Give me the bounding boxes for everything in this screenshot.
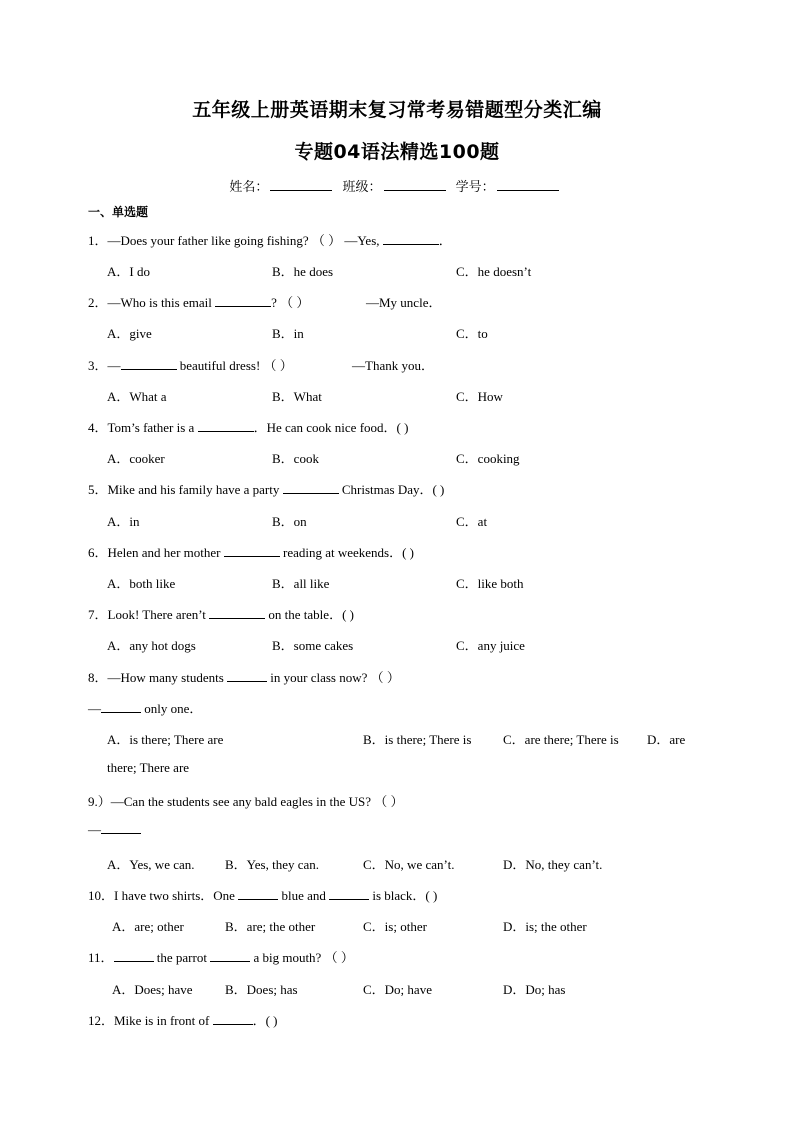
question-text: blue and — [278, 888, 330, 903]
question-text: Christmas Day．( ) — [338, 482, 445, 497]
answer-blank — [209, 607, 265, 619]
option-c[interactable]: C．he doesn’t — [456, 264, 532, 279]
question-text: only one． — [141, 701, 203, 716]
question-1 — [88, 230, 452, 249]
answer-blank — [101, 822, 141, 834]
question-4 — [88, 417, 408, 436]
question-3 — [88, 355, 293, 374]
option-c[interactable]: C．How — [456, 389, 503, 404]
question-11 — [88, 947, 354, 966]
question-text: ． — [438, 233, 452, 248]
option-b[interactable]: B．Does; has — [225, 982, 298, 997]
question-text: — — [88, 701, 101, 716]
answer-blank — [329, 888, 369, 900]
question-text: 10．I have two shirts．One — [88, 888, 239, 903]
option-a[interactable]: A．any hot dogs — [107, 638, 196, 653]
answer-blank — [215, 295, 271, 307]
class-label: 班级： — [342, 180, 382, 195]
option-a[interactable]: A．both like — [107, 576, 176, 591]
option-a[interactable]: A．Does; have — [112, 982, 193, 997]
option-d-continued[interactable]: there; There are — [107, 760, 190, 775]
answer-blank — [227, 670, 267, 682]
question-text: 5．Mike and his family have a party — [88, 482, 283, 497]
class-blank[interactable] — [384, 178, 446, 191]
name-label: 姓名： — [229, 180, 269, 195]
question-text: ．He can cook nice food．( ) — [253, 420, 409, 435]
question-text: 8．—How many students — [88, 670, 228, 685]
option-b[interactable]: B．What — [272, 389, 322, 404]
answer-blank — [224, 545, 280, 557]
id-label: 学号： — [455, 180, 495, 195]
option-a[interactable]: A．Yes, we can. — [107, 857, 195, 872]
document-title: 五年级上册英语期末复习常考易错题型分类汇编 — [192, 99, 602, 121]
question-text: 3．— — [88, 358, 121, 373]
option-c[interactable]: C．is; other — [363, 919, 427, 934]
question-text: reading at weekends．( ) — [279, 545, 415, 560]
question-text: ? （ ） — [271, 295, 310, 310]
question-12 — [88, 1010, 278, 1029]
document-subtitle: 专题04语法精选100题 — [294, 141, 500, 163]
option-b[interactable]: B．Yes, they can. — [225, 857, 320, 872]
student-info-line — [0, 176, 794, 195]
answer-blank — [213, 1013, 253, 1025]
answer-blank — [238, 888, 278, 900]
option-a[interactable]: A．in — [107, 514, 140, 529]
answer-blank — [121, 358, 177, 370]
option-c[interactable]: C．cooking — [456, 451, 520, 466]
option-a[interactable]: A．cooker — [107, 451, 165, 466]
answer-blank — [198, 420, 254, 432]
question-8 — [88, 667, 400, 686]
option-b[interactable]: B．are; the other — [225, 919, 316, 934]
question-10 — [88, 885, 437, 904]
question-9-reply — [88, 822, 141, 838]
question-6 — [88, 542, 414, 561]
option-c[interactable]: C．any juice — [456, 638, 525, 653]
question-text: — — [88, 822, 101, 837]
question-text: in your class now? （ ） — [267, 670, 400, 685]
question-3-reply: —Thank you． — [352, 358, 434, 373]
option-c[interactable]: C．are there; There is — [503, 732, 619, 747]
option-b[interactable]: B．some cakes — [272, 638, 354, 653]
option-c[interactable]: C．at — [456, 514, 488, 529]
option-a[interactable]: A．is there; There are — [107, 732, 224, 747]
answer-blank — [383, 233, 439, 245]
option-d[interactable]: D．are — [647, 732, 686, 747]
option-b[interactable]: B．cook — [272, 451, 319, 466]
question-8-reply — [88, 698, 202, 717]
option-c[interactable]: C．No, we can’t. — [363, 857, 455, 872]
question-text: ．( ) — [252, 1013, 278, 1028]
option-c[interactable]: C．Do; have — [363, 982, 432, 997]
question-text: is black．( ) — [369, 888, 438, 903]
question-text: on the table．( ) — [265, 607, 354, 622]
name-blank[interactable] — [270, 178, 332, 191]
question-text: 12．Mike is in front of — [88, 1013, 213, 1028]
option-b[interactable]: B．all like — [272, 576, 330, 591]
question-7 — [88, 604, 354, 623]
question-text: 6．Helen and her mother — [88, 545, 224, 560]
question-2-reply: —My uncle． — [366, 295, 442, 310]
option-a[interactable]: A．What a — [107, 389, 167, 404]
option-d[interactable]: D．is; the other — [503, 919, 587, 934]
option-b[interactable]: B．on — [272, 514, 307, 529]
answer-blank — [114, 950, 154, 962]
question-2 — [88, 292, 309, 311]
option-d[interactable]: D．Do; has — [503, 982, 566, 997]
section-heading: 一、单选题 — [88, 205, 149, 219]
option-b[interactable]: B．is there; There is — [363, 732, 472, 747]
option-a[interactable]: A．I do — [107, 264, 150, 279]
question-5 — [88, 479, 444, 498]
option-c[interactable]: C．to — [456, 326, 488, 341]
option-a[interactable]: A．give — [107, 326, 152, 341]
question-text: the parrot — [153, 950, 211, 965]
question-text: 2．—Who is this email — [88, 295, 216, 310]
question-9: 9.）—Can the students see any bald eagles in the US? （ ） — [88, 794, 404, 809]
question-text: a big mouth? （ ） — [250, 950, 354, 965]
option-d[interactable]: D．No, they can’t. — [503, 857, 603, 872]
option-b[interactable]: B．in — [272, 326, 304, 341]
question-text: 1．—Does your father like going fishing? （ ） —Yes, — [88, 233, 383, 248]
answer-blank — [283, 482, 339, 494]
question-text: 4．Tom’s father is a — [88, 420, 198, 435]
question-text: 11． — [88, 950, 114, 965]
option-a[interactable]: A．are; other — [112, 919, 184, 934]
answer-blank — [101, 701, 141, 713]
question-text: 7．Look! There aren’t — [88, 607, 210, 622]
option-b[interactable]: B．he does — [272, 264, 334, 279]
answer-blank — [210, 950, 250, 962]
question-text: beautiful dress! （ ） — [176, 358, 293, 373]
id-blank[interactable] — [497, 178, 559, 191]
option-c[interactable]: C．like both — [456, 576, 524, 591]
